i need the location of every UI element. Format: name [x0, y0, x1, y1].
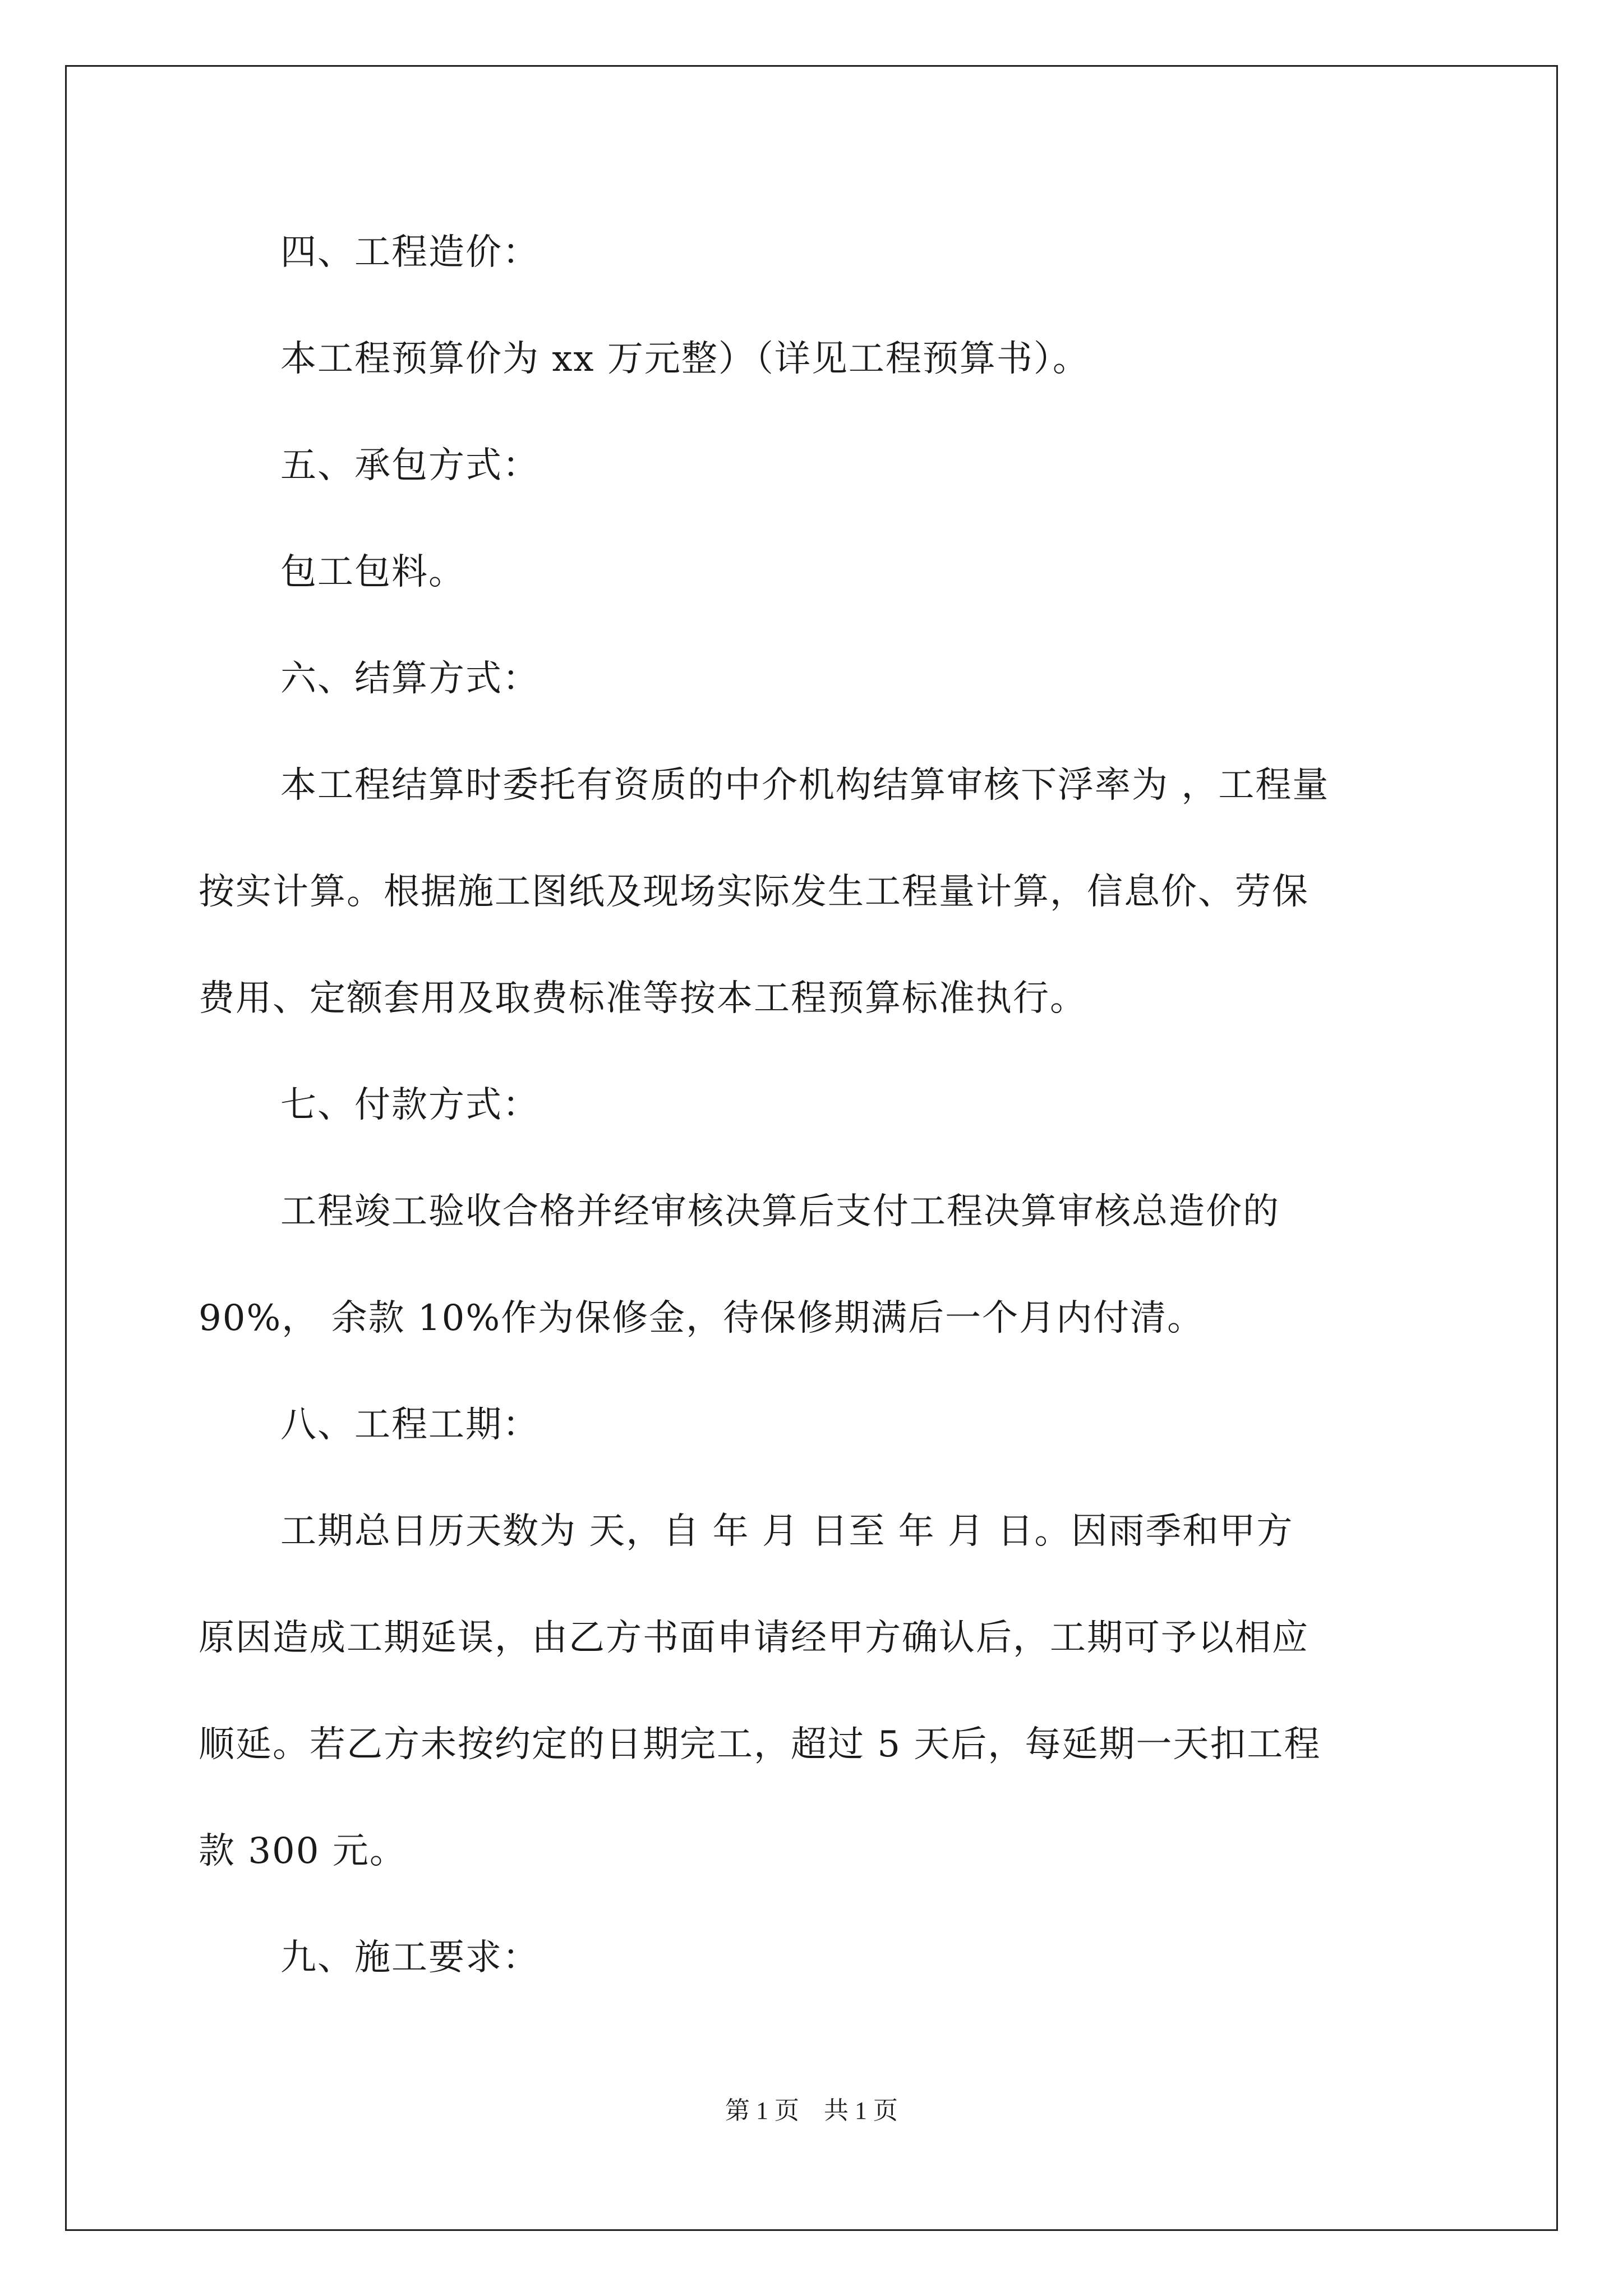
page-number-footer: 第 1 页 共 1 页 — [725, 2097, 898, 2124]
section-body-6-line-2: 按实计算。根据施工图纸及现场实际发生工程量计算，信息价、劳保 — [199, 871, 1309, 913]
section-body-7-line-2: 90%， 余款 10%作为保修金，待保修期满后一个月内付清。 — [199, 1297, 1205, 1339]
section-body-6-line-1: 本工程结算时委托有资质的中介机构结算审核下浮率为 ，工程量 — [280, 765, 1330, 806]
section-body-6-line-3: 费用、定额套用及取费标准等按本工程预算标准执行。 — [199, 978, 1087, 1019]
section-body-4: 本工程预算价为 xx 万元整）（详见工程预算书）。 — [280, 338, 1090, 380]
section-heading-7: 七、付款方式： — [280, 1084, 540, 1126]
section-body-8-line-4: 款 300 元。 — [199, 1830, 407, 1872]
section-heading-6: 六、结算方式： — [280, 658, 540, 700]
section-body-8-line-1: 工期总日历天数为 天，自 年 月 日至 年 月 日。因雨季和甲方 — [280, 1511, 1294, 1552]
section-body-8-line-3: 顺延。若乙方未按约定的日期完工，超过 5 天后，每延期一天扣工程 — [199, 1724, 1321, 1765]
section-body-5: 包工包料。 — [280, 551, 465, 593]
section-body-8-line-2: 原因造成工期延误，由乙方书面申请经甲方确认后，工期可予以相应 — [199, 1617, 1309, 1659]
section-body-7-line-1: 工程竣工验收合格并经审核决算后支付工程决算审核总造价的 — [280, 1191, 1280, 1232]
section-heading-5: 五、承包方式： — [280, 445, 540, 486]
section-heading-9: 九、施工要求： — [280, 1937, 540, 1978]
section-heading-8: 八、工程工期： — [280, 1404, 540, 1446]
section-heading-4: 四、工程造价： — [280, 232, 540, 273]
page-border — [65, 65, 1558, 2231]
